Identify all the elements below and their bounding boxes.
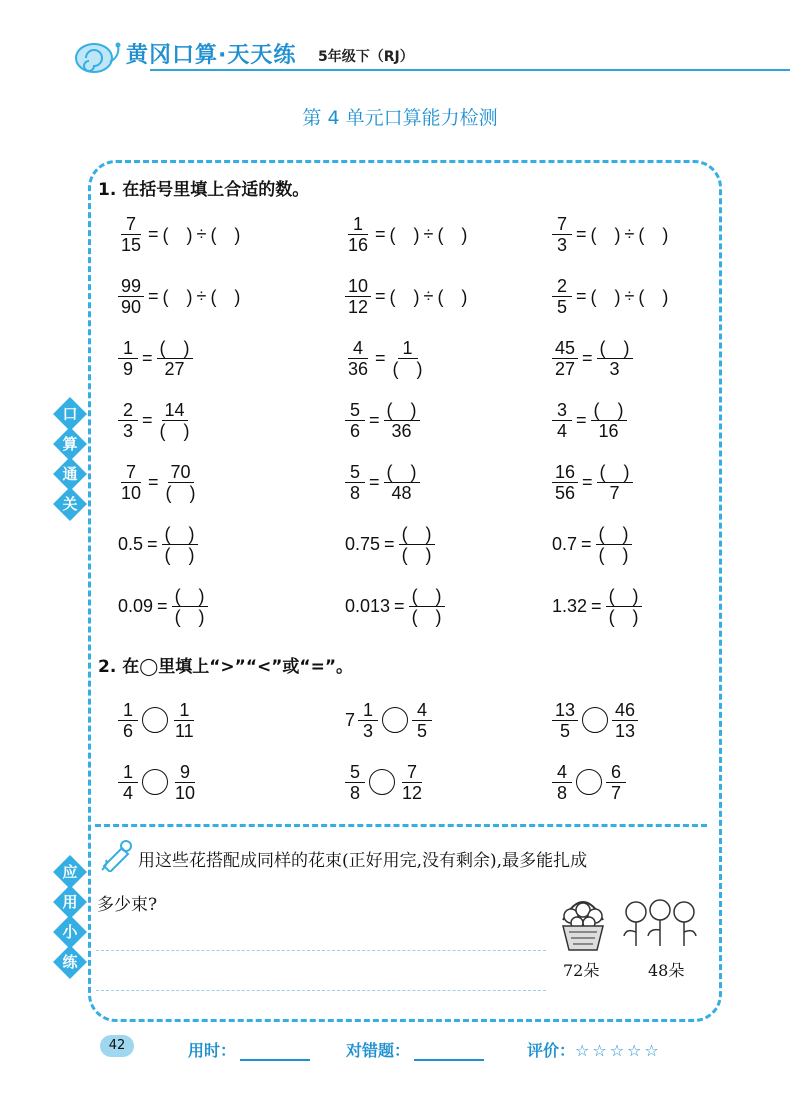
fraction <box>597 338 633 379</box>
numerator: 5 <box>345 762 365 783</box>
numerator: 1 <box>358 700 378 721</box>
fraction <box>552 276 572 317</box>
denominator: 16 <box>598 420 619 441</box>
numerator: 2 <box>118 400 138 421</box>
denominator: 3 <box>556 234 567 255</box>
word-problem-line-2: 多少束? <box>97 895 158 915</box>
flower-count-48: 48朵 <box>648 961 685 980</box>
blank-paren[interactable]: ( ) <box>210 287 241 307</box>
fraction <box>345 462 365 503</box>
pencil-icon <box>98 836 134 872</box>
numerator: 1 <box>348 214 368 235</box>
time-label: 用时： <box>188 1041 237 1060</box>
denominator: 6 <box>122 720 133 741</box>
compare-circle[interactable] <box>142 707 168 733</box>
numerator: 16 <box>552 462 578 483</box>
equals-sign: = <box>148 285 159 306</box>
q1-item <box>552 582 642 630</box>
side-label-char: 通 <box>62 465 78 483</box>
flower-count-72: 72朵 <box>563 961 600 980</box>
q1-item <box>118 334 193 382</box>
numerator: ( ) <box>597 462 633 483</box>
header-rule <box>150 69 790 71</box>
equals-sign: = <box>375 285 386 306</box>
numerator: ( ) <box>172 586 208 607</box>
denominator: 8 <box>349 782 360 803</box>
fraction <box>552 462 578 503</box>
numerator: 7 <box>121 214 141 235</box>
numerator: 3 <box>552 400 572 421</box>
denominator: 4 <box>556 420 567 441</box>
fraction <box>118 276 144 317</box>
q1-item <box>345 210 467 258</box>
denominator: 4 <box>122 782 133 803</box>
side-label-char: 练 <box>62 953 78 971</box>
fraction <box>399 524 435 565</box>
fraction <box>552 762 572 803</box>
equals-sign: = <box>576 285 587 306</box>
denominator: ( ) <box>411 606 442 627</box>
fraction <box>591 400 627 441</box>
q1-item <box>118 582 208 630</box>
flower-basket-icon <box>555 890 611 952</box>
equals-sign: = <box>369 471 380 492</box>
side-label-oral-calc <box>58 402 84 522</box>
fraction <box>358 700 378 741</box>
question-1-title: 1. 在括号里填上合适的数。 <box>98 180 310 200</box>
equals-sign: = <box>591 595 602 616</box>
numerator: 9 <box>175 762 195 783</box>
q2-item <box>552 696 638 744</box>
denominator: 12 <box>402 782 423 803</box>
q2-item <box>345 758 425 806</box>
numerator: ( ) <box>591 400 627 421</box>
q1-item <box>118 458 199 506</box>
whole-number: 7 <box>345 709 356 730</box>
numerator: 4 <box>348 338 368 359</box>
divide-sign: ÷ <box>196 285 207 306</box>
decimal-value: 1.32 <box>552 595 588 616</box>
fraction <box>163 462 199 503</box>
q1-item <box>345 334 426 382</box>
fraction <box>345 276 371 317</box>
fraction <box>118 762 138 803</box>
equals-sign: = <box>375 223 386 244</box>
header-title: 黄冈口算·天天练 <box>126 43 297 68</box>
fraction <box>118 214 144 255</box>
numerator: 5 <box>345 400 365 421</box>
errors-label: 对错题： <box>346 1041 411 1060</box>
blank-paren[interactable]: ( ) <box>210 225 241 245</box>
fraction <box>384 462 420 503</box>
fraction <box>345 338 371 379</box>
denominator: ( ) <box>598 544 629 565</box>
numerator: 2 <box>552 276 572 297</box>
fraction <box>162 524 198 565</box>
side-label-char: 应 <box>62 863 78 881</box>
decimal-value: 0.5 <box>118 533 144 554</box>
compare-circle[interactable] <box>142 769 168 795</box>
numerator: 5 <box>345 462 365 483</box>
blank-paren[interactable]: ( ) <box>389 287 420 307</box>
numerator: 46 <box>612 700 638 721</box>
fraction <box>157 400 193 441</box>
numerator: ( ) <box>384 400 420 421</box>
header-grade: 5年级下（RJ） <box>318 49 414 65</box>
denominator: ( ) <box>174 606 205 627</box>
decimal-value: 0.013 <box>345 595 391 616</box>
q1-item <box>552 210 668 258</box>
decimal-value: 0.75 <box>345 533 381 554</box>
denominator: 3 <box>122 420 133 441</box>
fraction <box>172 700 197 741</box>
q1-item <box>552 396 627 444</box>
numerator: 7 <box>552 214 572 235</box>
equals-sign: = <box>148 223 159 244</box>
equals-sign: = <box>394 595 405 616</box>
blank-paren[interactable]: ( ) <box>437 287 468 307</box>
blank-paren[interactable]: ( ) <box>590 225 621 245</box>
q1-item <box>345 582 445 630</box>
decimal-value: 0.09 <box>118 595 154 616</box>
fraction <box>390 338 426 379</box>
fraction <box>118 400 138 441</box>
q1-item <box>552 334 633 382</box>
q1-item <box>118 520 198 568</box>
q2-item <box>345 696 432 744</box>
fraction <box>345 762 365 803</box>
numerator: ( ) <box>606 586 642 607</box>
compare-circle[interactable] <box>382 707 408 733</box>
q2-item <box>552 758 626 806</box>
decimal-value: 0.7 <box>552 533 578 554</box>
fraction <box>384 400 420 441</box>
fraction <box>172 762 198 803</box>
blank-paren[interactable]: ( ) <box>638 225 669 245</box>
denominator: 5 <box>556 296 567 317</box>
equals-sign: = <box>147 533 158 554</box>
q1-item <box>552 520 632 568</box>
errors-input-line[interactable] <box>414 1059 484 1061</box>
numerator: 10 <box>345 276 371 297</box>
equals-sign: = <box>369 409 380 430</box>
equals-sign: = <box>142 409 153 430</box>
side-label-char: 用 <box>62 893 78 911</box>
side-label-char: 算 <box>62 435 78 453</box>
q1-item <box>552 458 633 506</box>
denominator: 27 <box>555 358 576 379</box>
time-spent-field <box>188 1038 310 1061</box>
fraction <box>552 400 572 441</box>
numerator: 1 <box>118 762 138 783</box>
side-label-char: 关 <box>62 495 78 513</box>
denominator: 6 <box>349 420 360 441</box>
fraction <box>552 700 578 741</box>
numerator: 99 <box>118 276 144 297</box>
equals-sign: = <box>582 471 593 492</box>
side-label-application <box>58 860 84 980</box>
numerator: ( ) <box>597 338 633 359</box>
fraction <box>118 462 144 503</box>
denominator: 27 <box>164 358 185 379</box>
blank-paren[interactable]: ( ) <box>590 287 621 307</box>
denominator: ( ) <box>608 606 639 627</box>
fraction <box>612 700 638 741</box>
denominator: 90 <box>121 296 142 317</box>
divide-sign: ÷ <box>196 223 207 244</box>
divide-sign: ÷ <box>624 285 635 306</box>
denominator: ( ) <box>401 544 432 565</box>
fraction <box>597 462 633 503</box>
denominator: 7 <box>609 482 620 503</box>
q1-item <box>345 458 420 506</box>
fraction <box>345 214 371 255</box>
numerator: 6 <box>606 762 626 783</box>
rating-stars[interactable]: ☆☆☆☆☆ <box>575 1041 662 1060</box>
numerator: 1 <box>118 700 138 721</box>
fraction <box>172 586 208 627</box>
numerator: 45 <box>552 338 578 359</box>
denominator: 3 <box>363 720 374 741</box>
q1-item <box>345 396 420 444</box>
numerator: 70 <box>168 462 194 483</box>
errors-field <box>346 1038 484 1061</box>
answer-line <box>96 990 546 991</box>
equals-sign: = <box>576 223 587 244</box>
blank-paren[interactable]: ( ) <box>389 225 420 245</box>
fraction <box>409 586 445 627</box>
numerator: ( ) <box>162 524 198 545</box>
denominator: ( ) <box>165 482 196 503</box>
fraction <box>118 338 138 379</box>
equals-sign: = <box>384 533 395 554</box>
equals-sign: = <box>375 347 386 368</box>
denominator: 3 <box>609 358 620 379</box>
question-2-title: 2. 在◯里填上“>”“<”或“=”。 <box>98 657 353 677</box>
fraction <box>118 700 138 741</box>
denominator: 11 <box>175 720 194 741</box>
numerator: ( ) <box>384 462 420 483</box>
q1-item <box>118 210 240 258</box>
rating-field <box>527 1038 662 1061</box>
fraction <box>552 214 572 255</box>
answer-line <box>96 950 546 951</box>
blank-paren[interactable]: ( ) <box>162 225 193 245</box>
page-number: 42 <box>100 1035 134 1057</box>
fraction <box>596 524 632 565</box>
rating-label: 评价： <box>527 1041 576 1060</box>
denominator: 5 <box>417 720 428 741</box>
numerator: 1 <box>174 700 194 721</box>
fraction <box>606 586 642 627</box>
snail-logo-icon <box>72 36 126 74</box>
compare-circle[interactable] <box>582 707 608 733</box>
denominator: 16 <box>348 234 369 255</box>
denominator: ( ) <box>159 420 190 441</box>
denominator: 10 <box>121 482 142 503</box>
q2-item <box>118 758 198 806</box>
denominator: 8 <box>556 782 567 803</box>
denominator: ( ) <box>392 358 423 379</box>
flower-bouquet-icon <box>620 898 700 950</box>
equals-sign: = <box>582 347 593 368</box>
numerator: 7 <box>121 462 141 483</box>
equals-sign: = <box>581 533 592 554</box>
denominator: 36 <box>348 358 369 379</box>
section-divider <box>95 824 707 827</box>
equals-sign: = <box>142 347 153 368</box>
q1-item <box>345 520 435 568</box>
compare-circle[interactable] <box>369 769 395 795</box>
equals-sign: = <box>157 595 168 616</box>
fraction <box>399 762 425 803</box>
divide-sign: ÷ <box>423 223 434 244</box>
word-problem-line-1: 用这些花搭配成同样的花束(正好用完,没有剩余),最多能扎成 <box>138 851 588 871</box>
numerator: 4 <box>412 700 432 721</box>
denominator: 36 <box>391 420 412 441</box>
numerator: ( ) <box>157 338 193 359</box>
numerator: 1 <box>398 338 418 359</box>
denominator: 8 <box>349 482 360 503</box>
q1-item <box>552 272 668 320</box>
blank-paren[interactable]: ( ) <box>162 287 193 307</box>
denominator: 10 <box>175 782 196 803</box>
q2-item <box>118 696 197 744</box>
compare-circle[interactable] <box>576 769 602 795</box>
fraction <box>552 338 578 379</box>
numerator: 13 <box>552 700 578 721</box>
numerator: ( ) <box>596 524 632 545</box>
numerator: 14 <box>162 400 188 421</box>
denominator: ( ) <box>164 544 195 565</box>
equals-sign: = <box>148 471 159 492</box>
denominator: 5 <box>560 720 571 741</box>
numerator: 4 <box>552 762 572 783</box>
blank-paren[interactable]: ( ) <box>638 287 669 307</box>
blank-paren[interactable]: ( ) <box>437 225 468 245</box>
denominator: 12 <box>348 296 369 317</box>
denominator: 15 <box>121 234 142 255</box>
numerator: ( ) <box>399 524 435 545</box>
q1-item <box>118 272 240 320</box>
q1-item <box>345 272 467 320</box>
numerator: ( ) <box>409 586 445 607</box>
denominator: 9 <box>122 358 133 379</box>
divide-sign: ÷ <box>423 285 434 306</box>
side-label-char: 小 <box>62 923 78 941</box>
fraction <box>606 762 626 803</box>
denominator: 48 <box>391 482 412 503</box>
numerator: 1 <box>118 338 138 359</box>
divide-sign: ÷ <box>624 223 635 244</box>
page-title: 第 4 单元口算能力检测 <box>302 107 498 129</box>
fraction <box>412 700 432 741</box>
q1-item <box>118 396 193 444</box>
denominator: 56 <box>555 482 576 503</box>
denominator: 13 <box>615 720 636 741</box>
fraction <box>157 338 193 379</box>
side-label-char: 口 <box>62 405 78 423</box>
fraction <box>345 400 365 441</box>
denominator: 7 <box>610 782 621 803</box>
equals-sign: = <box>576 409 587 430</box>
numerator: 7 <box>402 762 422 783</box>
time-input-line[interactable] <box>240 1059 310 1061</box>
